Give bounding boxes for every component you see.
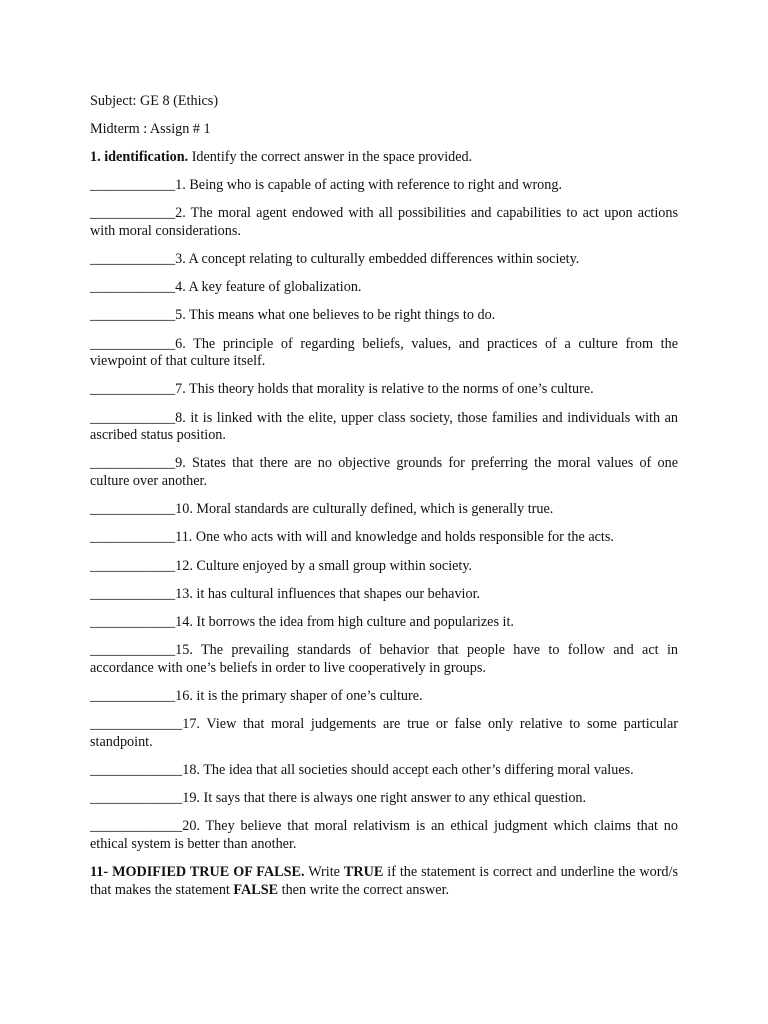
question-11: ____________11. One who acts with will and knowledge and holds responsible for the acts. [90, 529, 614, 546]
question-12: ____________12. Culture enjoyed by a small group within society. [90, 557, 473, 574]
question-2: ____________2. The moral agent endowed with all possibilities and capabilities to act upon actions with moral considerations. [90, 205, 678, 240]
question-19: _____________19. It says that there is always one right answer to any ethical question. [90, 789, 587, 806]
section-2-text-b: if the statement is correct and underline the word/s that makes the statement [90, 863, 678, 898]
question-5: ____________5. This means what one believes to be right things to do. [90, 307, 496, 324]
assignment-document [90, 93, 678, 914]
section-1-instruction: Identify the correct answer in the space provided. [188, 149, 473, 166]
section-2-heading [90, 864, 678, 900]
question-10: ____________10. Moral standards are culturally defined, which is generally true. [90, 501, 554, 518]
question-7: ____________7. This theory holds that morality is relative to the norms of one’s culture. [90, 381, 594, 398]
section-2-text-c: then write the correct answer. [278, 881, 450, 898]
question-18: _____________18. The idea that all societies should accept each other’s differing moral values. [90, 761, 634, 778]
question-15: ____________15. The prevailing standards of behavior that people have to follow and act in accordance with one’s beliefs in order to live cooperatively in groups. [90, 641, 678, 676]
question-20: _____________20. They believe that moral relativism is an ethical judgment which claims that no ethical system is better than another. [90, 817, 678, 852]
question-16: ____________16. it is the primary shaper of one’s culture. [90, 687, 423, 704]
subject-line: Subject: GE 8 (Ethics) [90, 93, 219, 109]
question-6: ____________6. The principle of regarding beliefs, values, and practices of a culture from the viewpoint of that culture itself. [90, 335, 678, 370]
section-2-text-a: Write [304, 863, 344, 880]
question-3: ____________3. A concept relating to culturally embedded differences within society. [90, 251, 580, 268]
question-8: ____________8. it is linked with the elite, upper class society, those families and individuals with an ascribed status position. [90, 409, 678, 444]
question-4: ____________4. A key feature of globalization. [90, 279, 362, 296]
assignment-line: Midterm : Assign # 1 [90, 121, 211, 138]
question-1: ____________1. Being who is capable of acting with reference to right and wrong. [90, 177, 563, 194]
true-keyword: TRUE [343, 863, 384, 880]
question-17: _____________17. View that moral judgements are true or false only relative to some particular standpoint. [90, 715, 678, 750]
section-2-title: 11- MODIFIED TRUE OF FALSE. [90, 863, 305, 880]
false-keyword: FALSE [233, 881, 279, 898]
question-13: ____________13. it has cultural influences that shapes our behavior. [90, 585, 481, 602]
question-14: ____________14. It borrows the idea from high culture and popularizes it. [90, 613, 514, 630]
question-9: ____________9. States that there are no objective grounds for preferring the moral values of one culture over another. [90, 455, 678, 490]
section-1-title: 1. identification. [90, 149, 189, 166]
section-1-heading [90, 149, 678, 167]
